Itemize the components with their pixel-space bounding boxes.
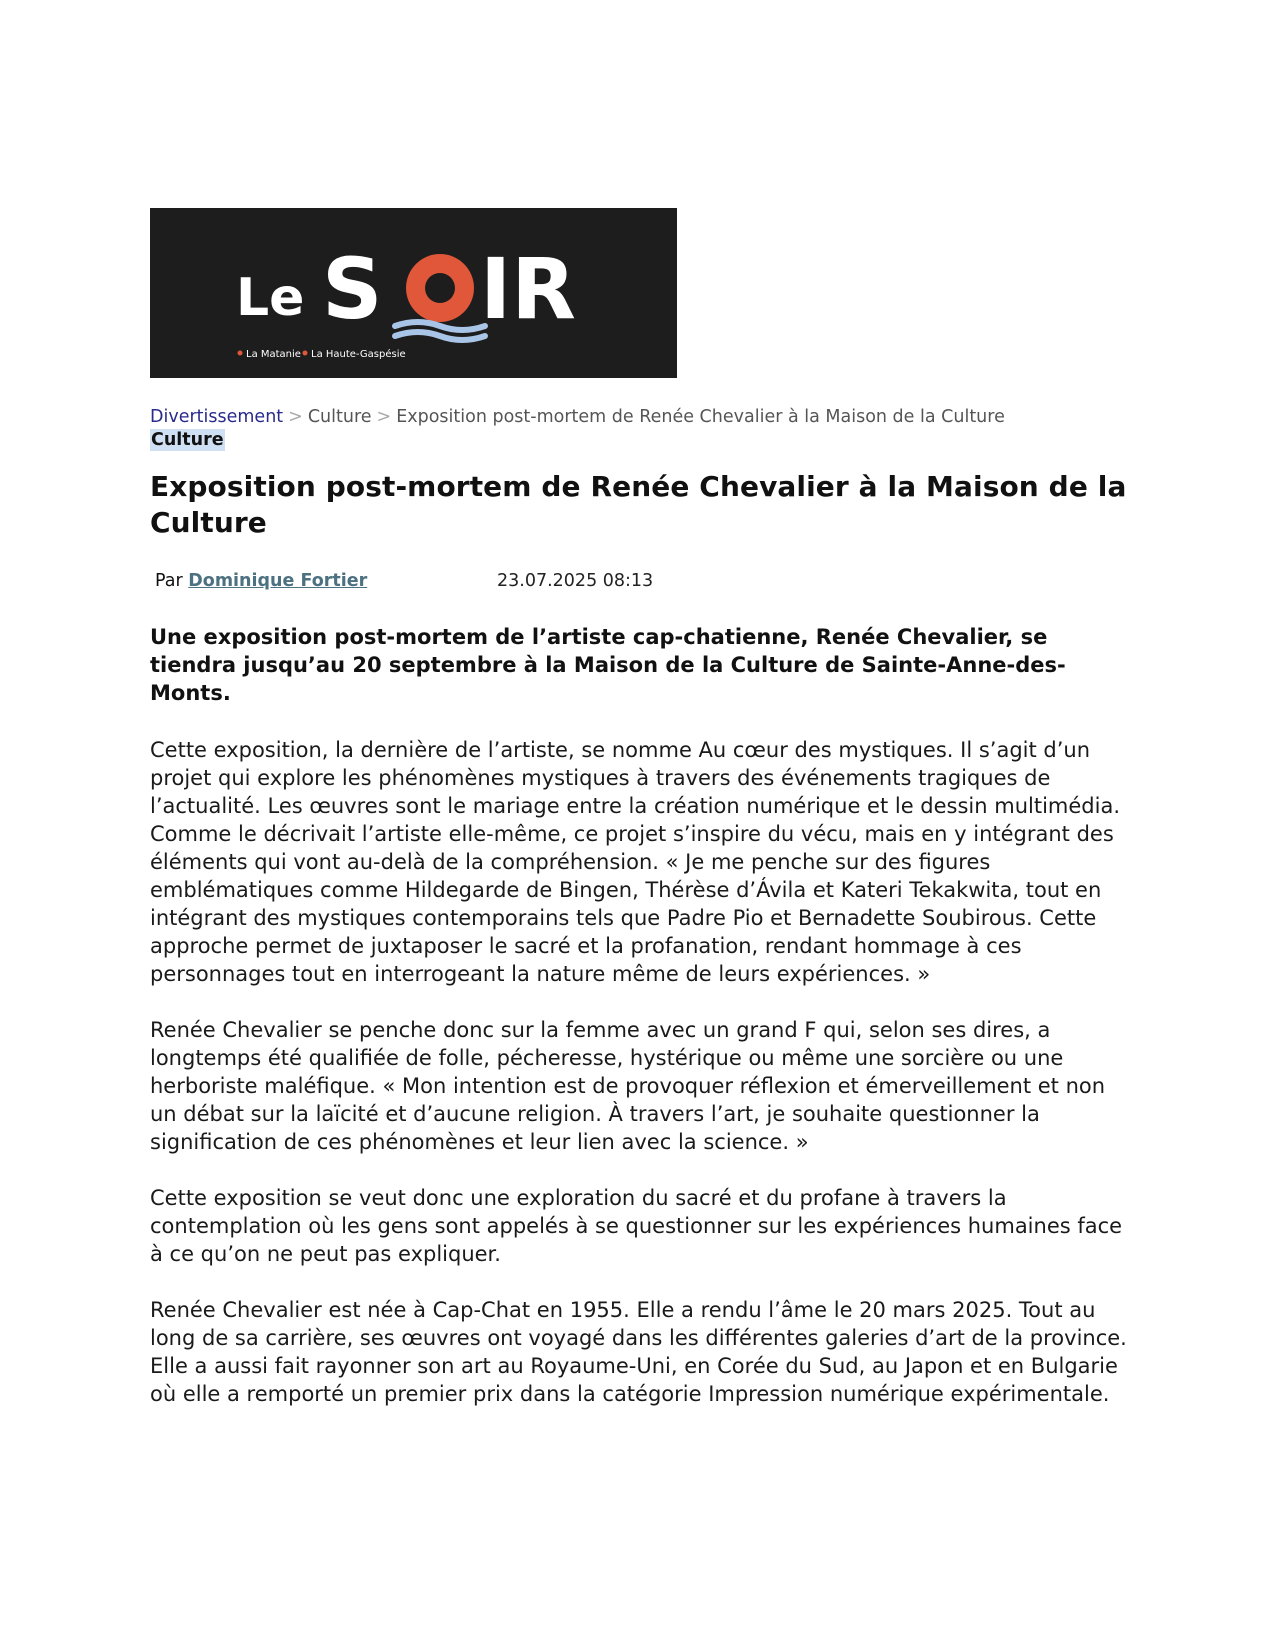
article-paragraph: Renée Chevalier se penche donc sur la femme avec un grand F qui, selon ses dires, a longtemps été qualifiée de folle, pécheresse, hystérique ou même une sorcière ou une herboriste maléfique. « Mon intention est de provoquer réflexion et émerveillement et non un débat sur la laïcité et d’aucune religion. À travers l’art, je souhaite questionner la signification de ces phénomènes et leur lien avec la science. » [150,1018,1106,1154]
article-meta [150,569,1135,593]
publish-date: 23.07.2025 08:13 [497,571,654,591]
logo-o-hole [425,273,455,303]
breadcrumb-item-current: Exposition post-mortem de Renée Chevalier à la Maison de la Culture [396,407,1005,427]
breadcrumb-item-divertissement[interactable]: Divertissement [150,407,284,427]
logo-le: Le [236,268,305,328]
article-page [150,208,1135,1408]
article-paragraph: Renée Chevalier est née à Cap-Chat en 1955. Elle a rendu l’âme le 20 mars 2025. Tout au long de sa carrière, ses œuvres ont voyagé dans les différentes galeries d’art de la province. Elle a aussi fait rayonner son art au Royaume-Uni, en Corée du Sud, au Japon et en Bulgarie où elle a remporté un premier prix dans la catégorie Impression numérique expérimentale. [150,1298,1127,1406]
breadcrumb [150,405,1135,429]
breadcrumb-separator: > [288,407,303,427]
article-paragraph: Cette exposition se veut donc une exploration du sacré et du profane à travers la contemplation où les gens sont appelés à se questionner sur les expériences humaines face à ce qu’on ne peut pas expliquer. [150,1186,1123,1266]
article-paragraph: Cette exposition, la dernière de l’artiste, se nomme Au cœur des mystiques. Il s’agit d’un projet qui explore les phénomènes mystiques à travers des événements tragiques de l’actualité. Les œuvres sont le mariage entre la création numérique et le dessin multimédia. Comme le décrivait l’artiste elle-même, ce projet s’inspire du vécu, mais en y intégrant des éléments qui vont au-delà de la compréhension. « Je me penche sur des figures emblématiques comme Hildegarde de Bingen, Thérèse d’Ávila et Kateri Tekakwita, tout en intégrant des mystiques contemporains tels que Padre Pio et Bernadette Soubirous. Cette approche permet de juxtaposer le sacré et la profanation, rendant hommage à ces personnages tout en interrogeant la nature même de leurs expériences. » [150,738,1121,986]
article-lead: Une exposition post-mortem de l’artiste cap-chatienne, Renée Chevalier, se tiendra jusqu’au 20 septembre à la Maison de la Culture de Sainte-Anne-des-Monts. [150,625,1066,705]
article-body [150,736,1135,1408]
logo-graphic [150,208,677,378]
author-link[interactable]: Dominique Fortier [188,571,368,591]
section-tag[interactable]: Culture [151,430,224,450]
byline [155,569,367,593]
logo-wave-2 [395,332,485,340]
logo-wave-1 [395,322,485,330]
breadcrumb-separator: > [376,407,392,427]
logo-dot-1 [238,351,243,356]
logo-s: S [322,240,383,338]
logo-ir: IR [480,240,576,338]
logo-region-2: La Haute-Gaspésie [311,349,406,360]
article-title: Exposition post-mortem de Renée Chevalier à la Maison de la Culture [150,470,1127,539]
le-soir-logo[interactable] [150,208,677,378]
logo-region-1: La Matanie [246,349,301,360]
breadcrumb-item-culture[interactable]: Culture [307,407,372,427]
byline-prefix: Par [155,571,183,591]
logo-dot-2 [303,351,308,356]
